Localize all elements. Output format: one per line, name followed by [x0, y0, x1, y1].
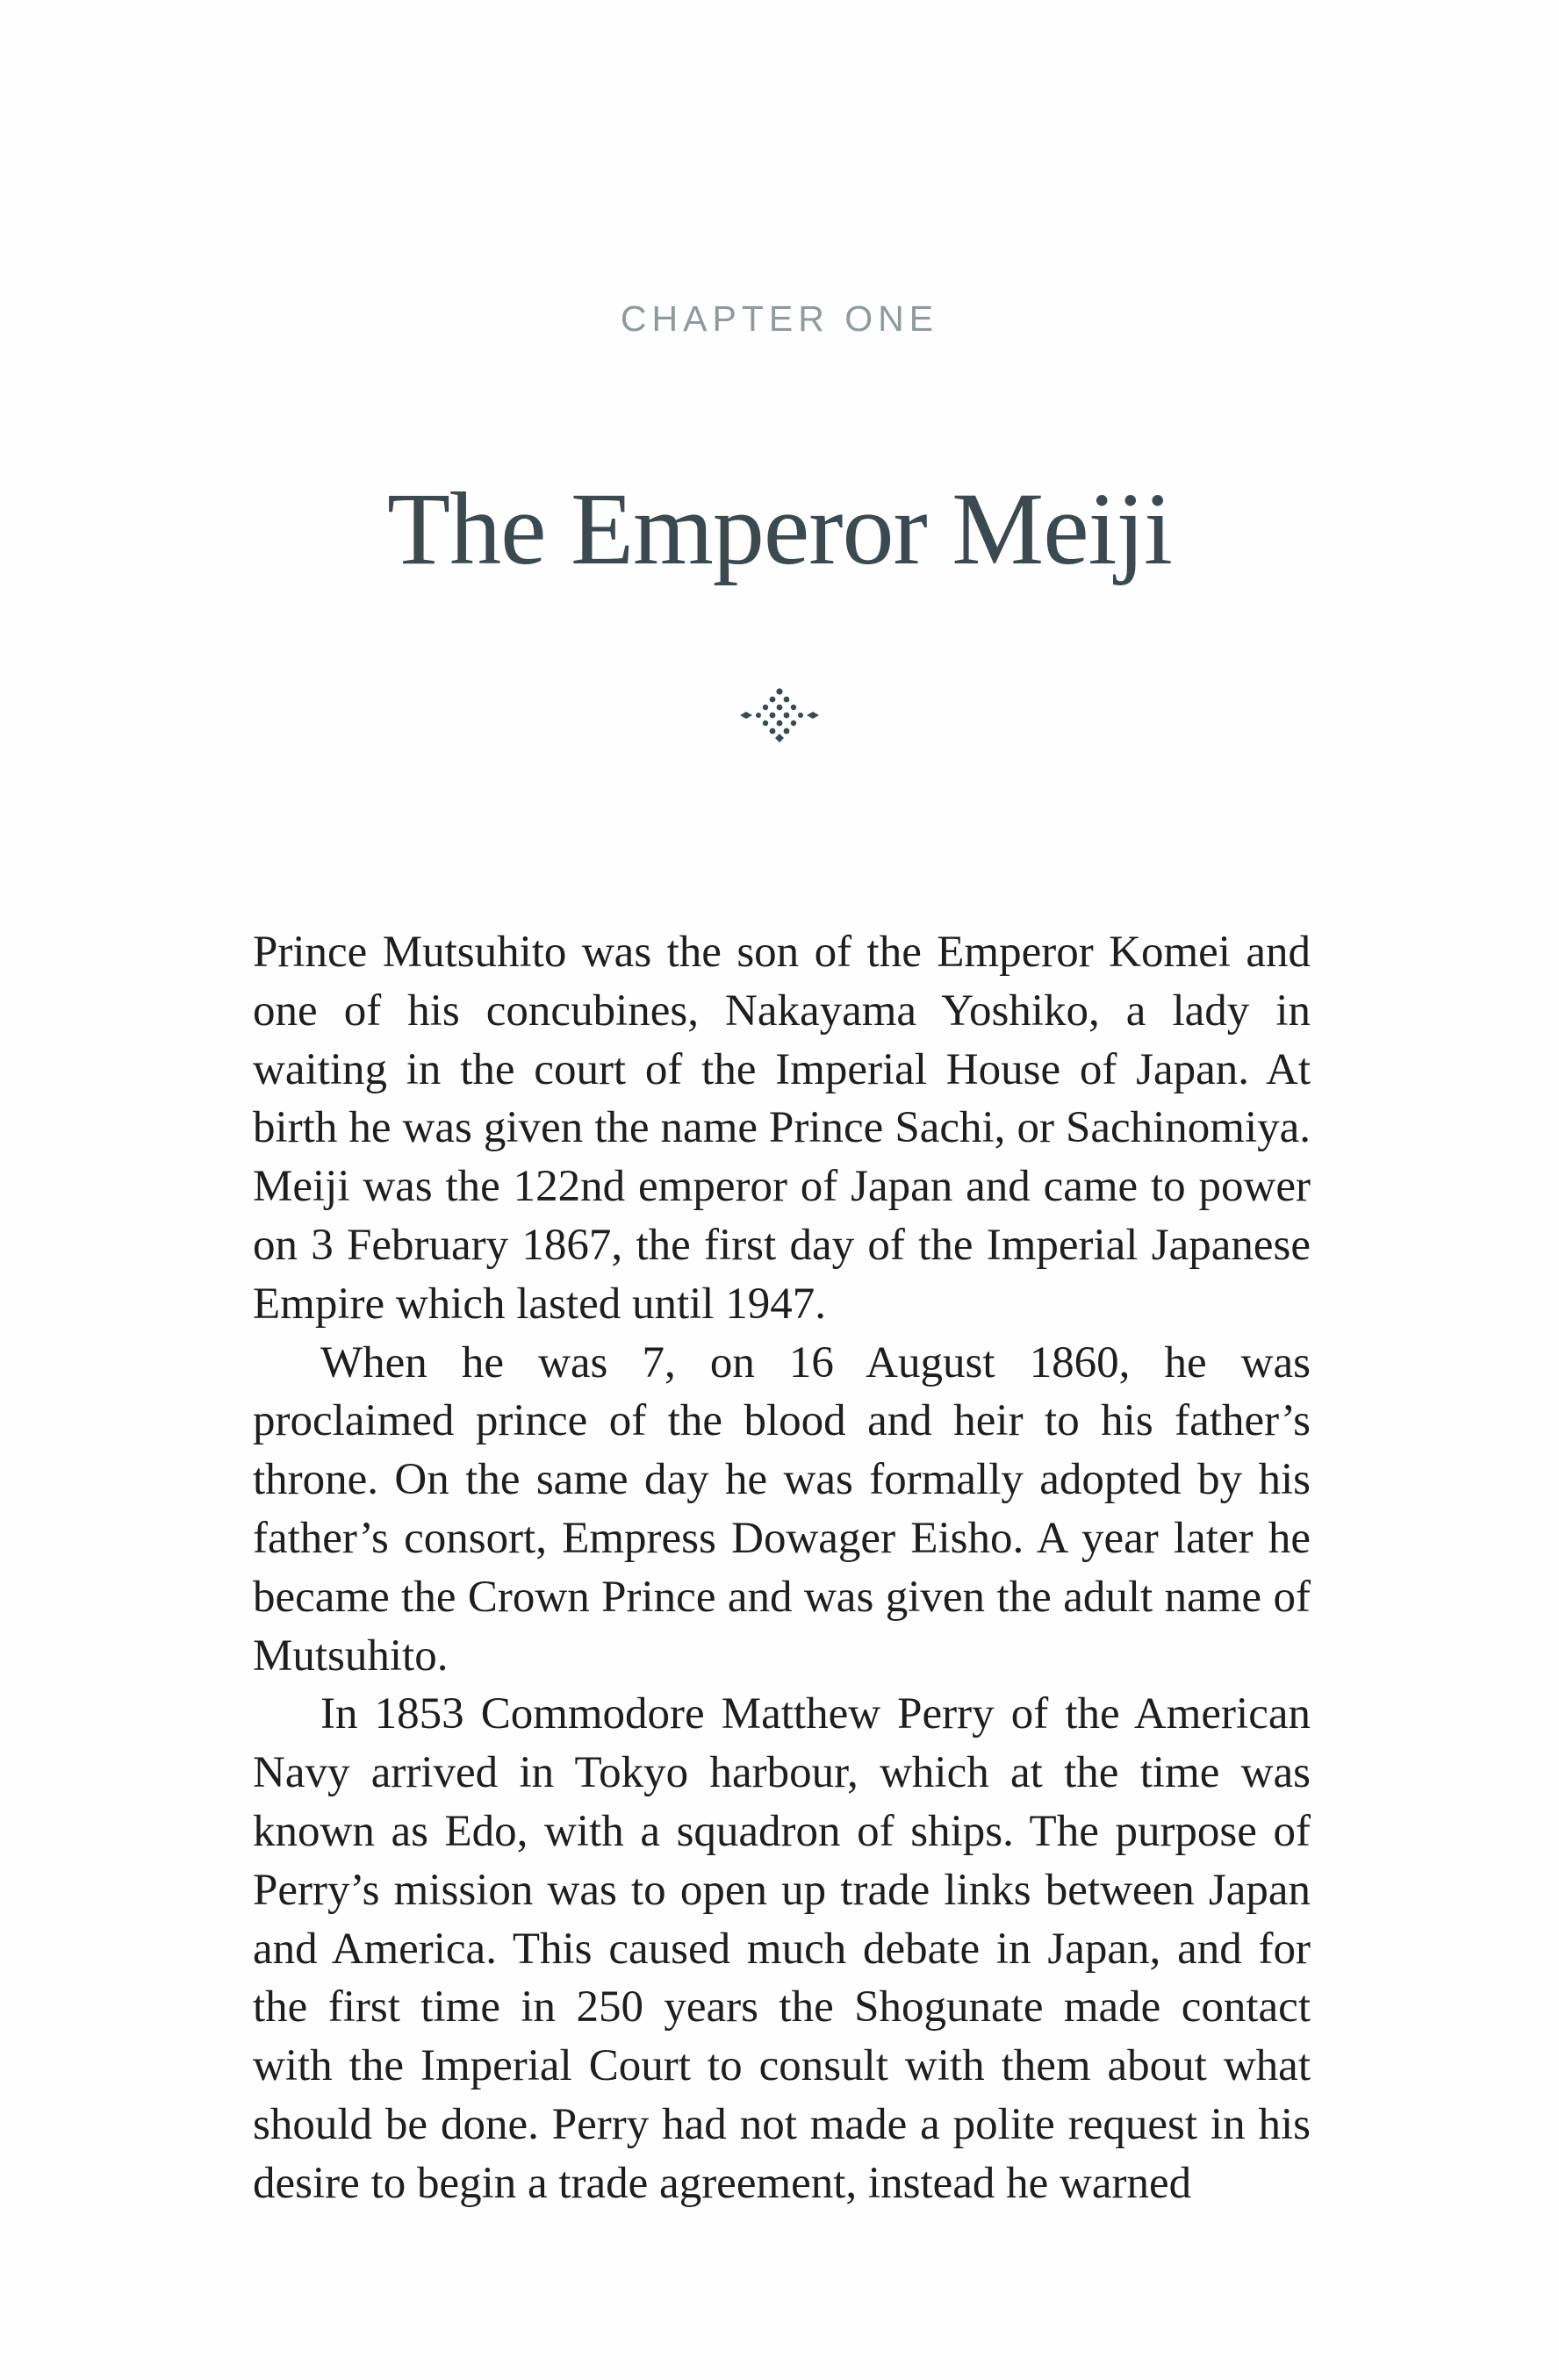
chapter-body [253, 923, 1311, 2213]
paragraph-2: When he was 7, on 16 August 1860, he was proclaimed prince of the blood and heir to his father’s throne. On the same day he was formally adopted by his father’s consort, Empress Dowager Eisho. A year later he became the Crown Prince and was given the adult name of Mutsuhito. [253, 1337, 1311, 1681]
chapter-label: CHAPTER ONE [620, 298, 939, 339]
chapter-title: The Emperor Meiji [387, 471, 1172, 586]
paragraph-3: In 1853 Commodore Matthew Perry of the American Navy arrived in Tokyo harbour, which at the time was known as Edo, with a squadron of ships. The purpose of Perry’s mission was to open up trade links between Japan and America. This caused much debate in Japan, and for the first time in 250 years the Shogunate made contact with the Imperial Court to consult with them about what should be done. Perry had not made a polite request in his desire to begin a trade agreement, instead he warned [253, 1689, 1311, 2208]
paragraph-1: Prince Mutsuhito was the son of the Emperor Komei and one of his concubines, Nakayama Yoshiko, a lady in waiting in the court of the Imperial House of Japan. At birth he was given the name Prince Sachi, or Sachinomiya. Meiji was the 122nd emperor of Japan and came to power on 3 February 1867, the first day of the Imperial Japanese Empire which lasted until 1947. [253, 928, 1311, 1329]
diamond-dots-ornament-icon [736, 683, 823, 744]
